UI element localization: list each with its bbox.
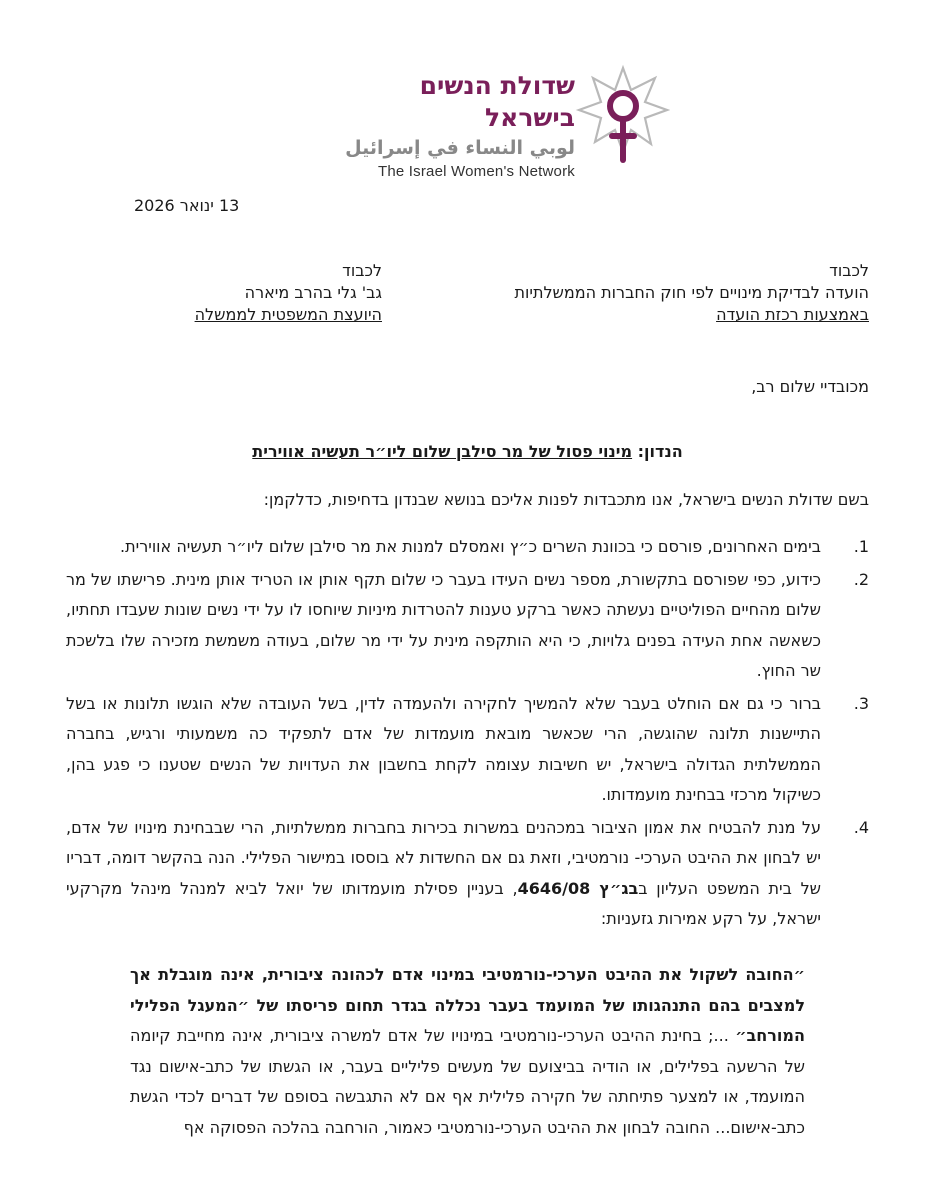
item-text: [66, 813, 821, 935]
logo-arabic-name: لوبي النساء في إسرائيل: [345, 137, 575, 159]
recipient-name: הועדה לבדיקת מינויים לפי חוק החברות הממשלתיות: [514, 283, 869, 302]
recipient-salutation: לכבוד: [342, 261, 382, 280]
list-item: [66, 565, 869, 687]
organization-logo: [340, 64, 670, 180]
court-quote: [130, 960, 805, 1143]
item-text-part: , בעניין פסילת מועמדותו של יואל לביא למנהל מינהל מקרקעי ישראל, על רקע אמירות גזעניות:: [66, 878, 821, 928]
subject-text: מינוי פסול של מר סילבן שלום ליו״ר תעשיה אווירית: [252, 442, 633, 461]
letter-date: 13 ינואר 2026: [134, 196, 240, 215]
logo-text: [340, 70, 575, 182]
recipient-title: היועצת המשפטית לממשלה: [194, 305, 382, 324]
list-item: [66, 689, 869, 811]
item-text: ברור כי גם אם הוחלט בעבר שלא להמשיך לחקירה ולהעמדה לדין, בשל העובדה שלא הוגשו תלונות או בשל התיישנות תלונה שהוגשה, הרי שכאשר מובאת מועמדות של אדם לתפקיד כה משמעותי ורגיש, בחברה הממשלתית הגדולה בישראל, יש חשיבות עצומה לקחת בחשבון את העדויות של הנשים שטענו כי פגע בהן, כשיקול מרכזי בבחינת מועמדותו.: [66, 693, 821, 804]
subject-line: [66, 442, 869, 461]
item-text: בימים האחרונים, פורסם כי בכוונת השרים כ״ץ ואמסלם למנות את מר סילבן שלום ליו״ר תעשיה אווירית.: [120, 537, 821, 556]
intro-paragraph: בשם שדולת הנשים בישראל, אנו מתכבדות לפנות אליכם בנושא שבנדון בדחיפות, כדלקמן:: [263, 490, 869, 509]
item-number: 4.: [853, 817, 869, 837]
item-number: 1.: [853, 537, 869, 556]
greeting: מכובדיי שלום רב,: [751, 377, 869, 396]
numbered-list: [66, 532, 869, 937]
item-text-part: על מנת להבטיח את אמון הציבור במכהנים במשרות בכירות בחברות ממשלתיות, הרי שבבחינת מינויו של אדם, יש לבחון את ההיבט הערכי- נורמטיבי, וזאת גם אם החשדות לא בוססו במישור הפלילי. הנה בהקשר דומה, דבריו של בית המשפט העליון ב: [66, 817, 822, 898]
list-item: [66, 532, 869, 563]
star-venus-icon: [575, 64, 670, 164]
quote-bold: ״החובה לשקול את ההיבט הערכי-נורמטיבי במינוי אדם לכהונה ציבורית, אינה מוגבלת אך למצבים בהם התנהגותו של המועמד בעבר נכללה בגדר תחום פריסתו של ״המעגל הפלילי המורחב״: [130, 965, 805, 1045]
recipient-via: באמצעות רכזת הועדה: [716, 305, 869, 324]
recipient-name: גב' גלי בהרב מיארה: [244, 283, 382, 302]
subject-label: הנדון:: [637, 442, 683, 461]
logo-english-name: The Israel Women's Network: [377, 163, 575, 180]
recipient-attorney-general: [195, 260, 382, 326]
list-item: [66, 813, 869, 935]
item-text: כידוע, כפי שפורסם בתקשורת, מספר נשים העידו בעבר כי שלום תקף אותן או הטריד אותן מינית. פרישתו של מר שלום מהחיים הפוליטיים נעשתה כאשר ברקע טענות להטרדות מיניות שיוחסו לו על ידי נשים שונות שעבדו תחתיו, כשאשה אחת העידה בפנים גלויות, כי היא הותקפה מינית על ידי מר שלום, בעודה משמשת מזכירה שלו בלשכת שר החוץ.: [66, 569, 821, 680]
item-number: 3.: [853, 693, 869, 713]
logo-hebrew-name: שדולת הנשים בישראל: [419, 71, 575, 132]
quote-rest: ...; בחינת ההיבט הערכי-נורמטיבי במינויו של אדם למשרה ציבורית, אינה מחייבת קיומה של הרשעה בפלילים, או הודיה בביצועם של מעשים פליליים בעבר, או הגשתו של כתב-אישום נגד המועמד, או למצער פתיחתה של חקירה פלילית אף אם לא התגבשה בסופם של דברים לכדי הגשת כתב-אישום... החובה לבחון את ההיבט הערכי-נורמטיבי כאמור, הורחבה בהלכה הפסוקה אף: [130, 1026, 805, 1137]
recipient-committee: [514, 260, 869, 326]
recipient-salutation: לכבוד: [829, 261, 869, 280]
case-citation: בג״ץ 4646/08: [517, 878, 639, 898]
item-number: 2.: [853, 569, 869, 589]
